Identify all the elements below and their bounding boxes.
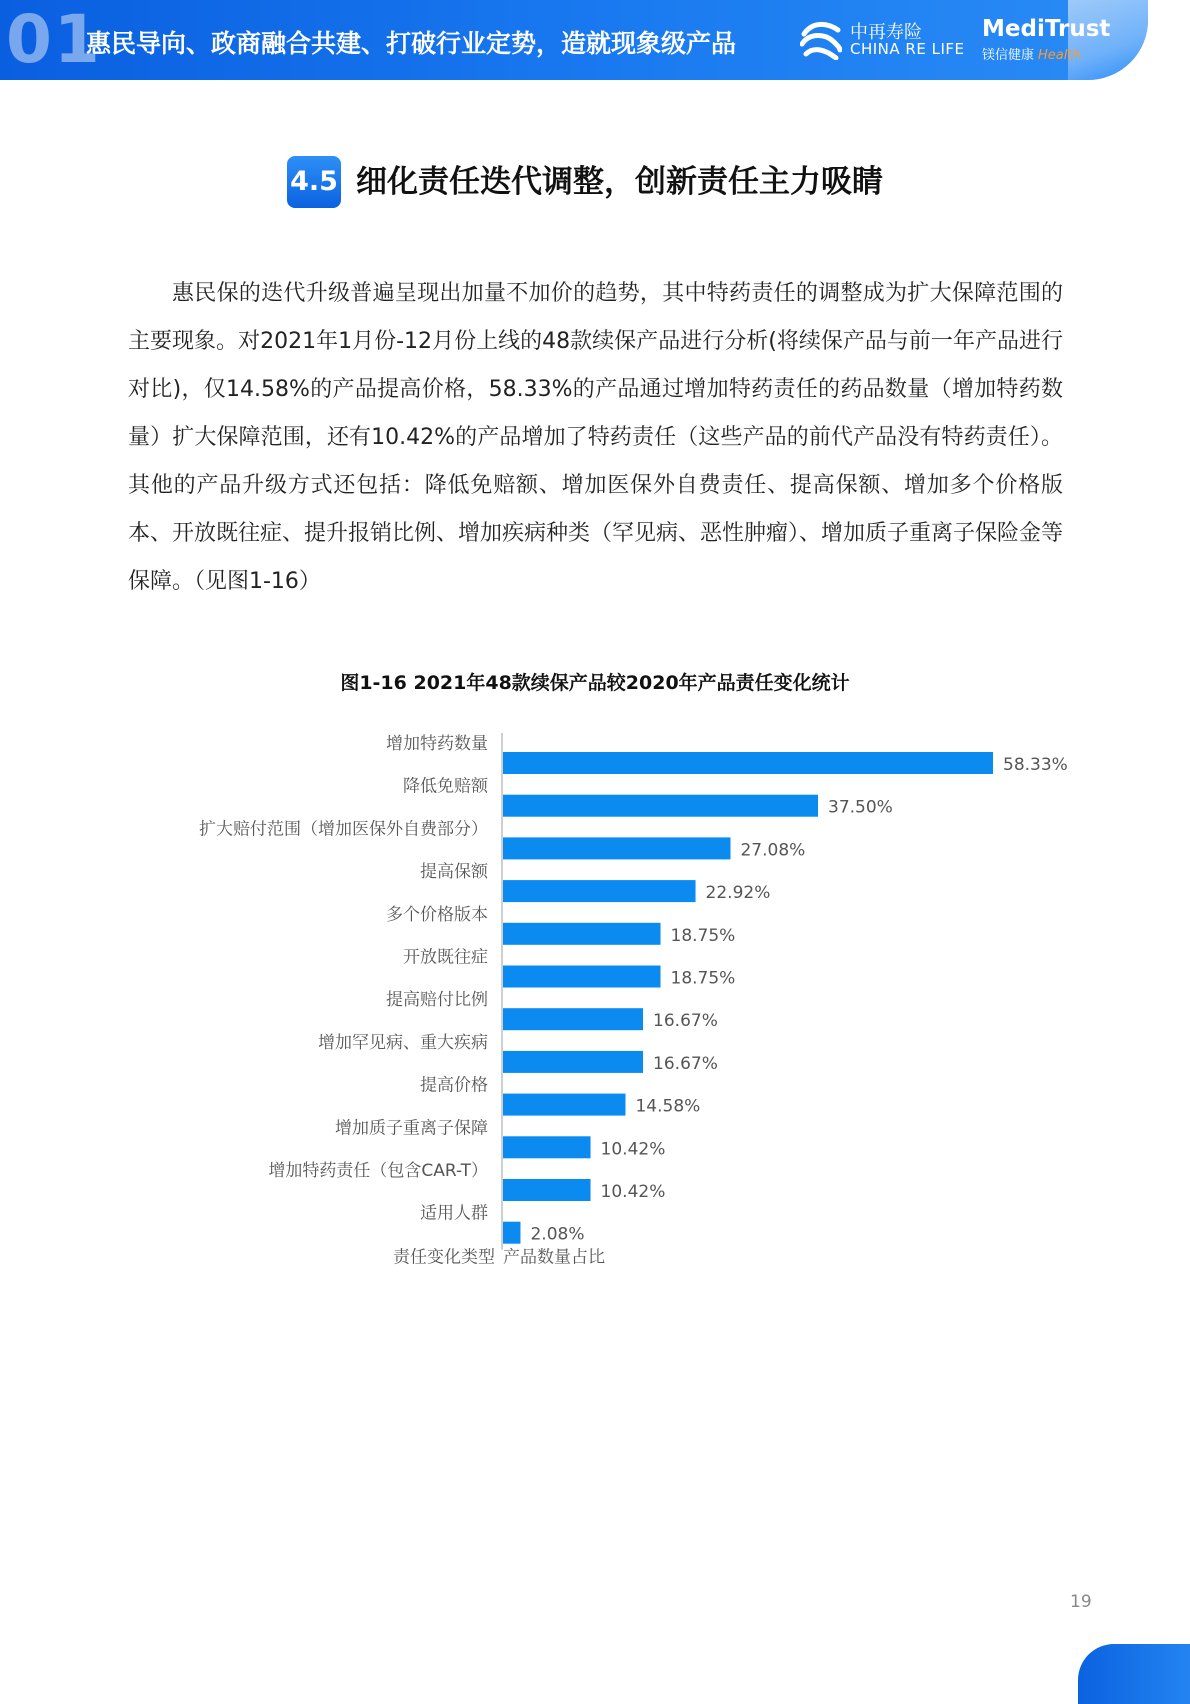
bar-9	[503, 1094, 625, 1116]
value-label-3: 27.08%	[740, 840, 806, 861]
china-re-cn-name: 中再寿险	[850, 22, 922, 43]
bar-3	[503, 837, 730, 859]
meditrust-cn-name: 镁信健康	[982, 48, 1035, 63]
value-label-5: 18.75%	[670, 925, 736, 946]
bar-7	[503, 1008, 643, 1030]
category-label-2: 降低免赔额	[403, 776, 488, 797]
category-label-7: 提高赔付比例	[386, 990, 488, 1011]
value-label-2: 37.50%	[828, 797, 893, 818]
category-label-6: 开放既往症	[403, 947, 488, 968]
bar-2	[503, 795, 818, 817]
value-label-10: 10.42%	[600, 1139, 666, 1160]
section-title: 细化责任迭代调整，创新责任主力吸睛	[356, 164, 883, 200]
category-label-5: 多个价格版本	[386, 904, 488, 925]
body-paragraph: 惠民保的迭代升级普遍呈现出加量不加价的趋势，其中特药责任的调整成为扩大保障范围的主要现象。对2021年1月份-12月份上线的48款续保产品进行分析(将续保产品与前一年产品进行对比)，仅14.58%的产品提高价格，58.33%的产品通过增加特药责任的药品数量（增加特药数量）扩大保障范围，还有10.42%的产品增加了特药责任（这些产品的前代产品没有特药责任）。其他的产品升级方式还包括：降低免赔额、增加医保外自费责任、提高保额、增加多个价格版本、开放既往症、提升报销比例、增加疾病种类（罕见病、恶性肿瘤）、增加质子重离子保险金等保障。（见图1-16）	[128, 281, 1064, 594]
value-label-4: 22.92%	[705, 883, 771, 904]
bar-8	[503, 1051, 643, 1073]
value-label-11: 10.42%	[600, 1182, 666, 1202]
x-axis-title: 产品数量占比	[503, 1247, 605, 1268]
chapter-number: 01	[6, 1, 102, 78]
value-label-7: 16.67%	[653, 1011, 718, 1032]
bar-10	[503, 1136, 591, 1158]
value-label-6: 18.75%	[670, 968, 736, 989]
bar-11	[503, 1179, 591, 1201]
category-label-4: 提高保额	[420, 862, 488, 883]
meditrust-en-name: MediTrust	[982, 16, 1111, 42]
value-label-1: 58.33%	[1003, 755, 1068, 775]
china-re-en-name: CHINA RE LIFE	[850, 40, 965, 58]
category-label-12: 适用人群	[420, 1203, 488, 1224]
category-label-3: 扩大赔付范围（增加医保外自费部分）	[199, 819, 488, 840]
bar-5	[503, 923, 661, 945]
y-axis-title: 责任变化类型	[393, 1247, 495, 1268]
section-number-badge: 4.5	[287, 156, 341, 208]
corner-tab-decoration	[1078, 1644, 1190, 1704]
category-label-1: 增加特药数量	[386, 734, 488, 754]
category-label-9: 提高价格	[420, 1075, 488, 1096]
category-label-10: 增加质子重离子保障	[335, 1118, 488, 1139]
bar-6	[503, 966, 661, 988]
meditrust-health-word: Health	[1038, 48, 1081, 63]
bar-4	[503, 880, 696, 902]
category-label-11: 增加特药责任（包含CAR-T）	[268, 1161, 488, 1181]
category-label-8: 增加罕见病、重大疾病	[318, 1032, 488, 1053]
value-label-8: 16.67%	[653, 1053, 718, 1074]
header-title: 惠民导向、政商融合共建、打破行业定势，造就现象级产品	[86, 29, 737, 58]
bar-1	[503, 752, 993, 774]
page-number: 19	[1070, 1592, 1092, 1612]
bar-12	[503, 1222, 520, 1244]
value-label-12: 2.08%	[530, 1224, 585, 1245]
value-label-9: 14.58%	[635, 1096, 701, 1117]
chart-title: 图1-16 2021年48款续保产品较2020年产品责任变化统计	[340, 672, 850, 694]
